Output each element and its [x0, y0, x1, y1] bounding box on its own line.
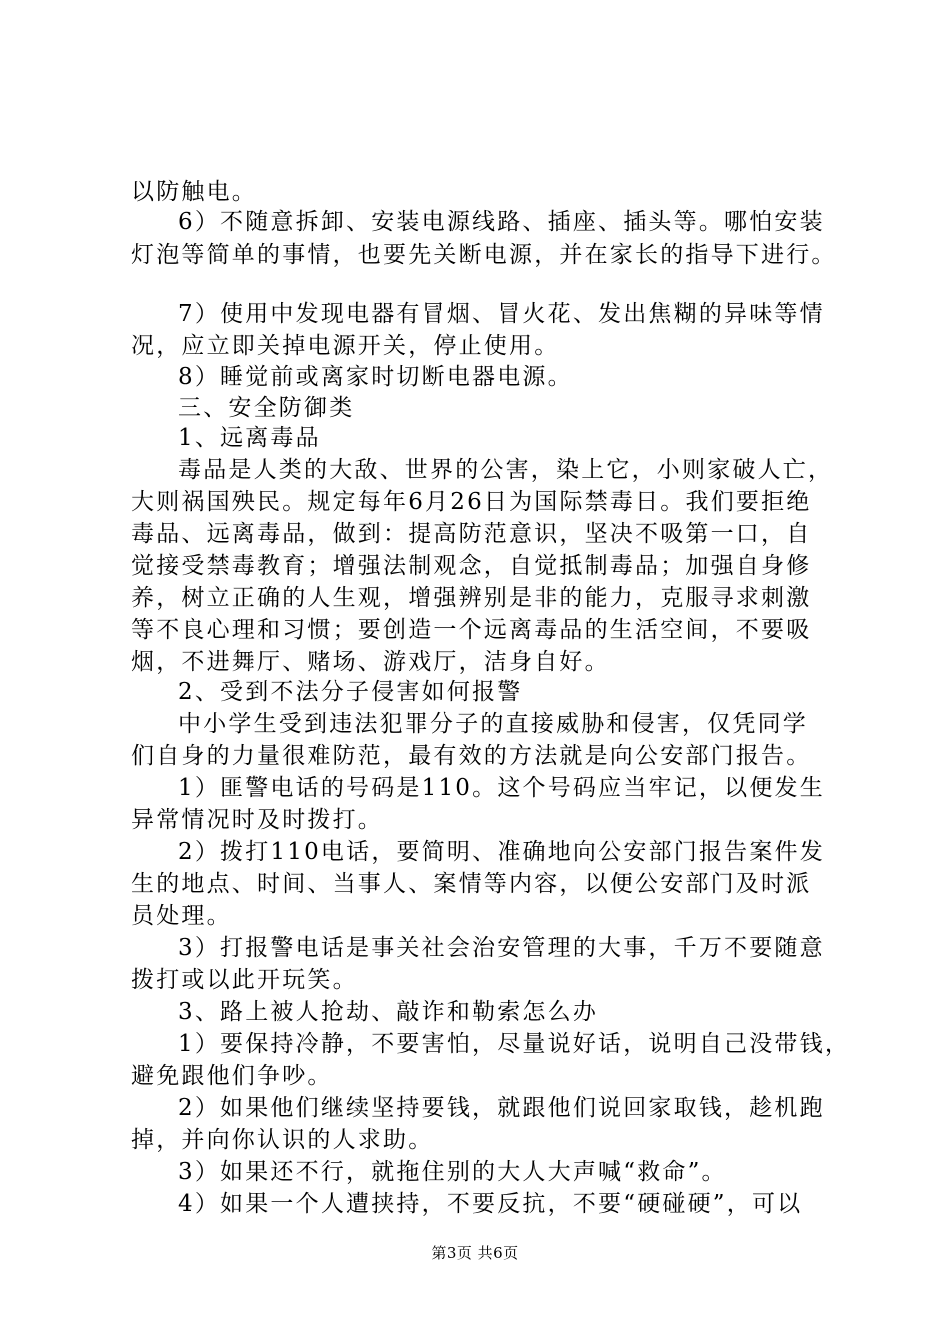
page-number-footer: 第3页 共6页 — [431, 1244, 519, 1262]
subsection-heading: 3、路上被人抢劫、敲诈和勒索怎么办 — [178, 999, 599, 1025]
text-line: 灯泡等简单的事情，也要先关断电源，并在家长的指导下进行。 — [131, 242, 837, 268]
text-line: 况，应立即关掉电源开关，停止使用。 — [131, 333, 560, 359]
text-line: 毒品是人类的大敌、世界的公害，染上它，小则家破人亡， — [178, 457, 834, 483]
text-line: 1）要保持冷静，不要害怕，尽量说好话，说明自己没带钱， — [178, 1031, 851, 1057]
text-line: 毒品、远离毒品，做到：提高防范意识，坚决不吸第一口，自 — [131, 521, 812, 547]
section-heading: 三、安全防御类 — [178, 395, 355, 421]
text-line: 生的地点、时间、当事人、案情等内容，以便公安部门及时派 — [131, 871, 812, 897]
text-line: 避免跟他们争吵。 — [131, 1063, 333, 1089]
text-line: 掉，并向你认识的人求助。 — [131, 1127, 434, 1153]
text-line: 大则祸国殃民。规定每年6月26日为国际禁毒日。我们要拒绝 — [131, 489, 812, 515]
text-line: 2）拨打110电话，要简明、准确地向公安部门报告案件发 — [178, 839, 825, 865]
text-line: 2）如果他们继续坚持要钱，就跟他们说回家取钱，趁机跑 — [178, 1095, 825, 1121]
text-line: 员处理。 — [131, 903, 232, 929]
text-line: 烟，不进舞厅、赌场、游戏厅，洁身自好。 — [131, 649, 610, 675]
text-line: 3）如果还不行，就拖住别的大人大声喊“救命”。 — [178, 1159, 727, 1185]
subsection-heading: 1、远离毒品 — [178, 425, 321, 451]
text-line: 养，树立正确的人生观，增强辨别是非的能力，克服寻求刺激 — [131, 585, 812, 611]
text-line: 3）打报警电话是事关社会治安管理的大事，千万不要随意 — [178, 935, 825, 961]
text-line: 拨打或以此开玩笑。 — [131, 967, 358, 993]
text-line: 中小学生受到违法犯罪分子的直接威胁和侵害，仅凭同学 — [178, 711, 808, 737]
text-line: 1）匪警电话的号码是110。这个号码应当牢记，以便发生 — [178, 775, 825, 801]
text-line: 等不良心理和习惯；要创造一个远离毒品的生活空间，不要吸 — [131, 617, 812, 643]
text-line: 8）睡觉前或离家时切断电器电源。 — [178, 364, 573, 390]
text-line: 觉接受禁毒教育；增强法制观念，自觉抵制毒品；加强自身修 — [131, 553, 812, 579]
text-line: 以防触电。 — [131, 179, 257, 205]
text-line: 们自身的力量很难防范，最有效的方法就是向公安部门报告。 — [131, 743, 812, 769]
text-line: 4）如果一个人遭挟持，不要反抗，不要“硬碰硬”，可以 — [178, 1191, 803, 1217]
text-line: 6）不随意拆卸、安装电源线路、插座、插头等。哪怕安装 — [178, 209, 825, 235]
text-line: 异常情况时及时拨打。 — [131, 807, 383, 833]
subsection-heading: 2、受到不法分子侵害如何报警 — [178, 679, 523, 705]
text-line: 7）使用中发现电器有冒烟、冒火花、发出焦糊的异味等情 — [178, 301, 825, 327]
